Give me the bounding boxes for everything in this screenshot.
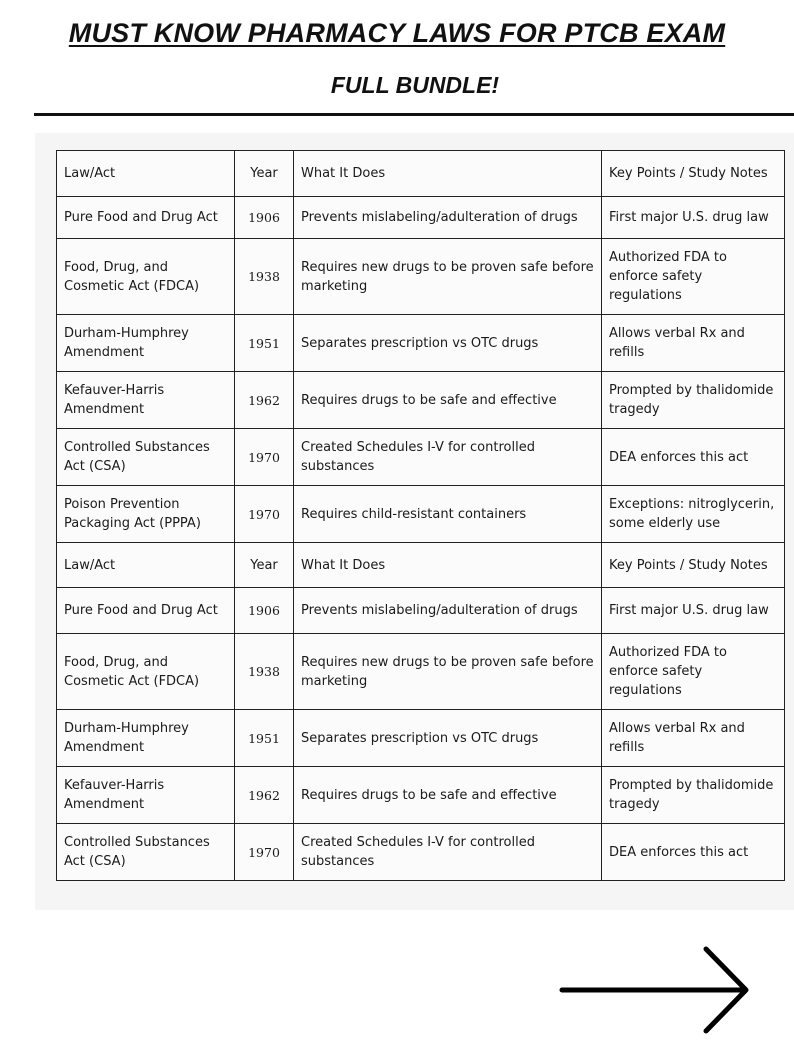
column-header-what: What It Does [294, 151, 602, 197]
notes-cell: Authorized FDA to enforce safety regulations [602, 634, 785, 710]
column-header-what: What It Does [294, 543, 602, 588]
law-cell: Pure Food and Drug Act [57, 588, 235, 634]
law-cell: Poison Prevention Packaging Act (PPPA) [57, 486, 235, 543]
notes-cell: DEA enforces this act [602, 429, 785, 486]
description-cell: Requires drugs to be safe and effective [294, 372, 602, 429]
year-cell: 1951 [235, 315, 294, 372]
description-cell: Requires new drugs to be proven safe before marketing [294, 634, 602, 710]
table-row [57, 372, 785, 429]
table-header-row [57, 151, 785, 197]
column-header-year: Year [235, 543, 294, 588]
law-cell: Food, Drug, and Cosmetic Act (FDCA) [57, 239, 235, 315]
column-header-law: Law/Act [57, 151, 235, 197]
table-row [57, 486, 785, 543]
year-cell: 1962 [235, 372, 294, 429]
law-cell: Pure Food and Drug Act [57, 197, 235, 239]
description-cell: Requires child-resistant containers [294, 486, 602, 543]
description-cell: Prevents mislabeling/adulteration of drugs [294, 197, 602, 239]
law-cell: Food, Drug, and Cosmetic Act (FDCA) [57, 634, 235, 710]
notes-cell: Prompted by thalidomide tragedy [602, 372, 785, 429]
notes-cell: Exceptions: nitroglycerin, some elderly use [602, 486, 785, 543]
description-cell: Created Schedules I-V for controlled substances [294, 429, 602, 486]
notes-cell: First major U.S. drug law [602, 197, 785, 239]
table-row [57, 197, 785, 239]
pharmacy-laws-table [56, 150, 785, 881]
column-header-notes: Key Points / Study Notes [602, 151, 785, 197]
header-divider [34, 113, 794, 116]
table-row [57, 767, 785, 824]
notes-cell: Allows verbal Rx and refills [602, 710, 785, 767]
notes-cell: Authorized FDA to enforce safety regulations [602, 239, 785, 315]
table-row [57, 710, 785, 767]
law-cell: Controlled Substances Act (CSA) [57, 824, 235, 881]
column-header-notes: Key Points / Study Notes [602, 543, 785, 588]
year-cell: 1951 [235, 710, 294, 767]
page-title: MUST KNOW PHARMACY LAWS FOR PTCB EXAM [68, 18, 726, 48]
law-cell: Kefauver-Harris Amendment [57, 767, 235, 824]
description-cell: Created Schedules I-V for controlled substances [294, 824, 602, 881]
year-cell: 1938 [235, 634, 294, 710]
year-cell: 1906 [235, 197, 294, 239]
law-cell: Controlled Substances Act (CSA) [57, 429, 235, 486]
year-cell: 1906 [235, 588, 294, 634]
table-header-row [57, 543, 785, 588]
description-cell: Requires new drugs to be proven safe before marketing [294, 239, 602, 315]
table-row [57, 429, 785, 486]
column-header-law: Law/Act [57, 543, 235, 588]
law-cell: Kefauver-Harris Amendment [57, 372, 235, 429]
notes-cell: DEA enforces this act [602, 824, 785, 881]
column-header-year: Year [235, 151, 294, 197]
description-cell: Prevents mislabeling/adulteration of drugs [294, 588, 602, 634]
notes-cell: Allows verbal Rx and refills [602, 315, 785, 372]
notes-cell: First major U.S. drug law [602, 588, 785, 634]
table-row [57, 588, 785, 634]
description-cell: Separates prescription vs OTC drugs [294, 315, 602, 372]
notes-cell: Prompted by thalidomide tragedy [602, 767, 785, 824]
table-row [57, 824, 785, 881]
description-cell: Separates prescription vs OTC drugs [294, 710, 602, 767]
page-subtitle: FULL BUNDLE! [330, 72, 500, 98]
year-cell: 1962 [235, 767, 294, 824]
law-cell: Durham-Humphrey Amendment [57, 315, 235, 372]
table-row [57, 239, 785, 315]
year-cell: 1970 [235, 824, 294, 881]
table-row [57, 634, 785, 710]
law-cell: Durham-Humphrey Amendment [57, 710, 235, 767]
year-cell: 1970 [235, 429, 294, 486]
table-row [57, 315, 785, 372]
pharmacy-laws-table-body [57, 151, 785, 881]
year-cell: 1938 [235, 239, 294, 315]
right-arrow-icon[interactable] [556, 940, 756, 1040]
description-cell: Requires drugs to be safe and effective [294, 767, 602, 824]
year-cell: 1970 [235, 486, 294, 543]
